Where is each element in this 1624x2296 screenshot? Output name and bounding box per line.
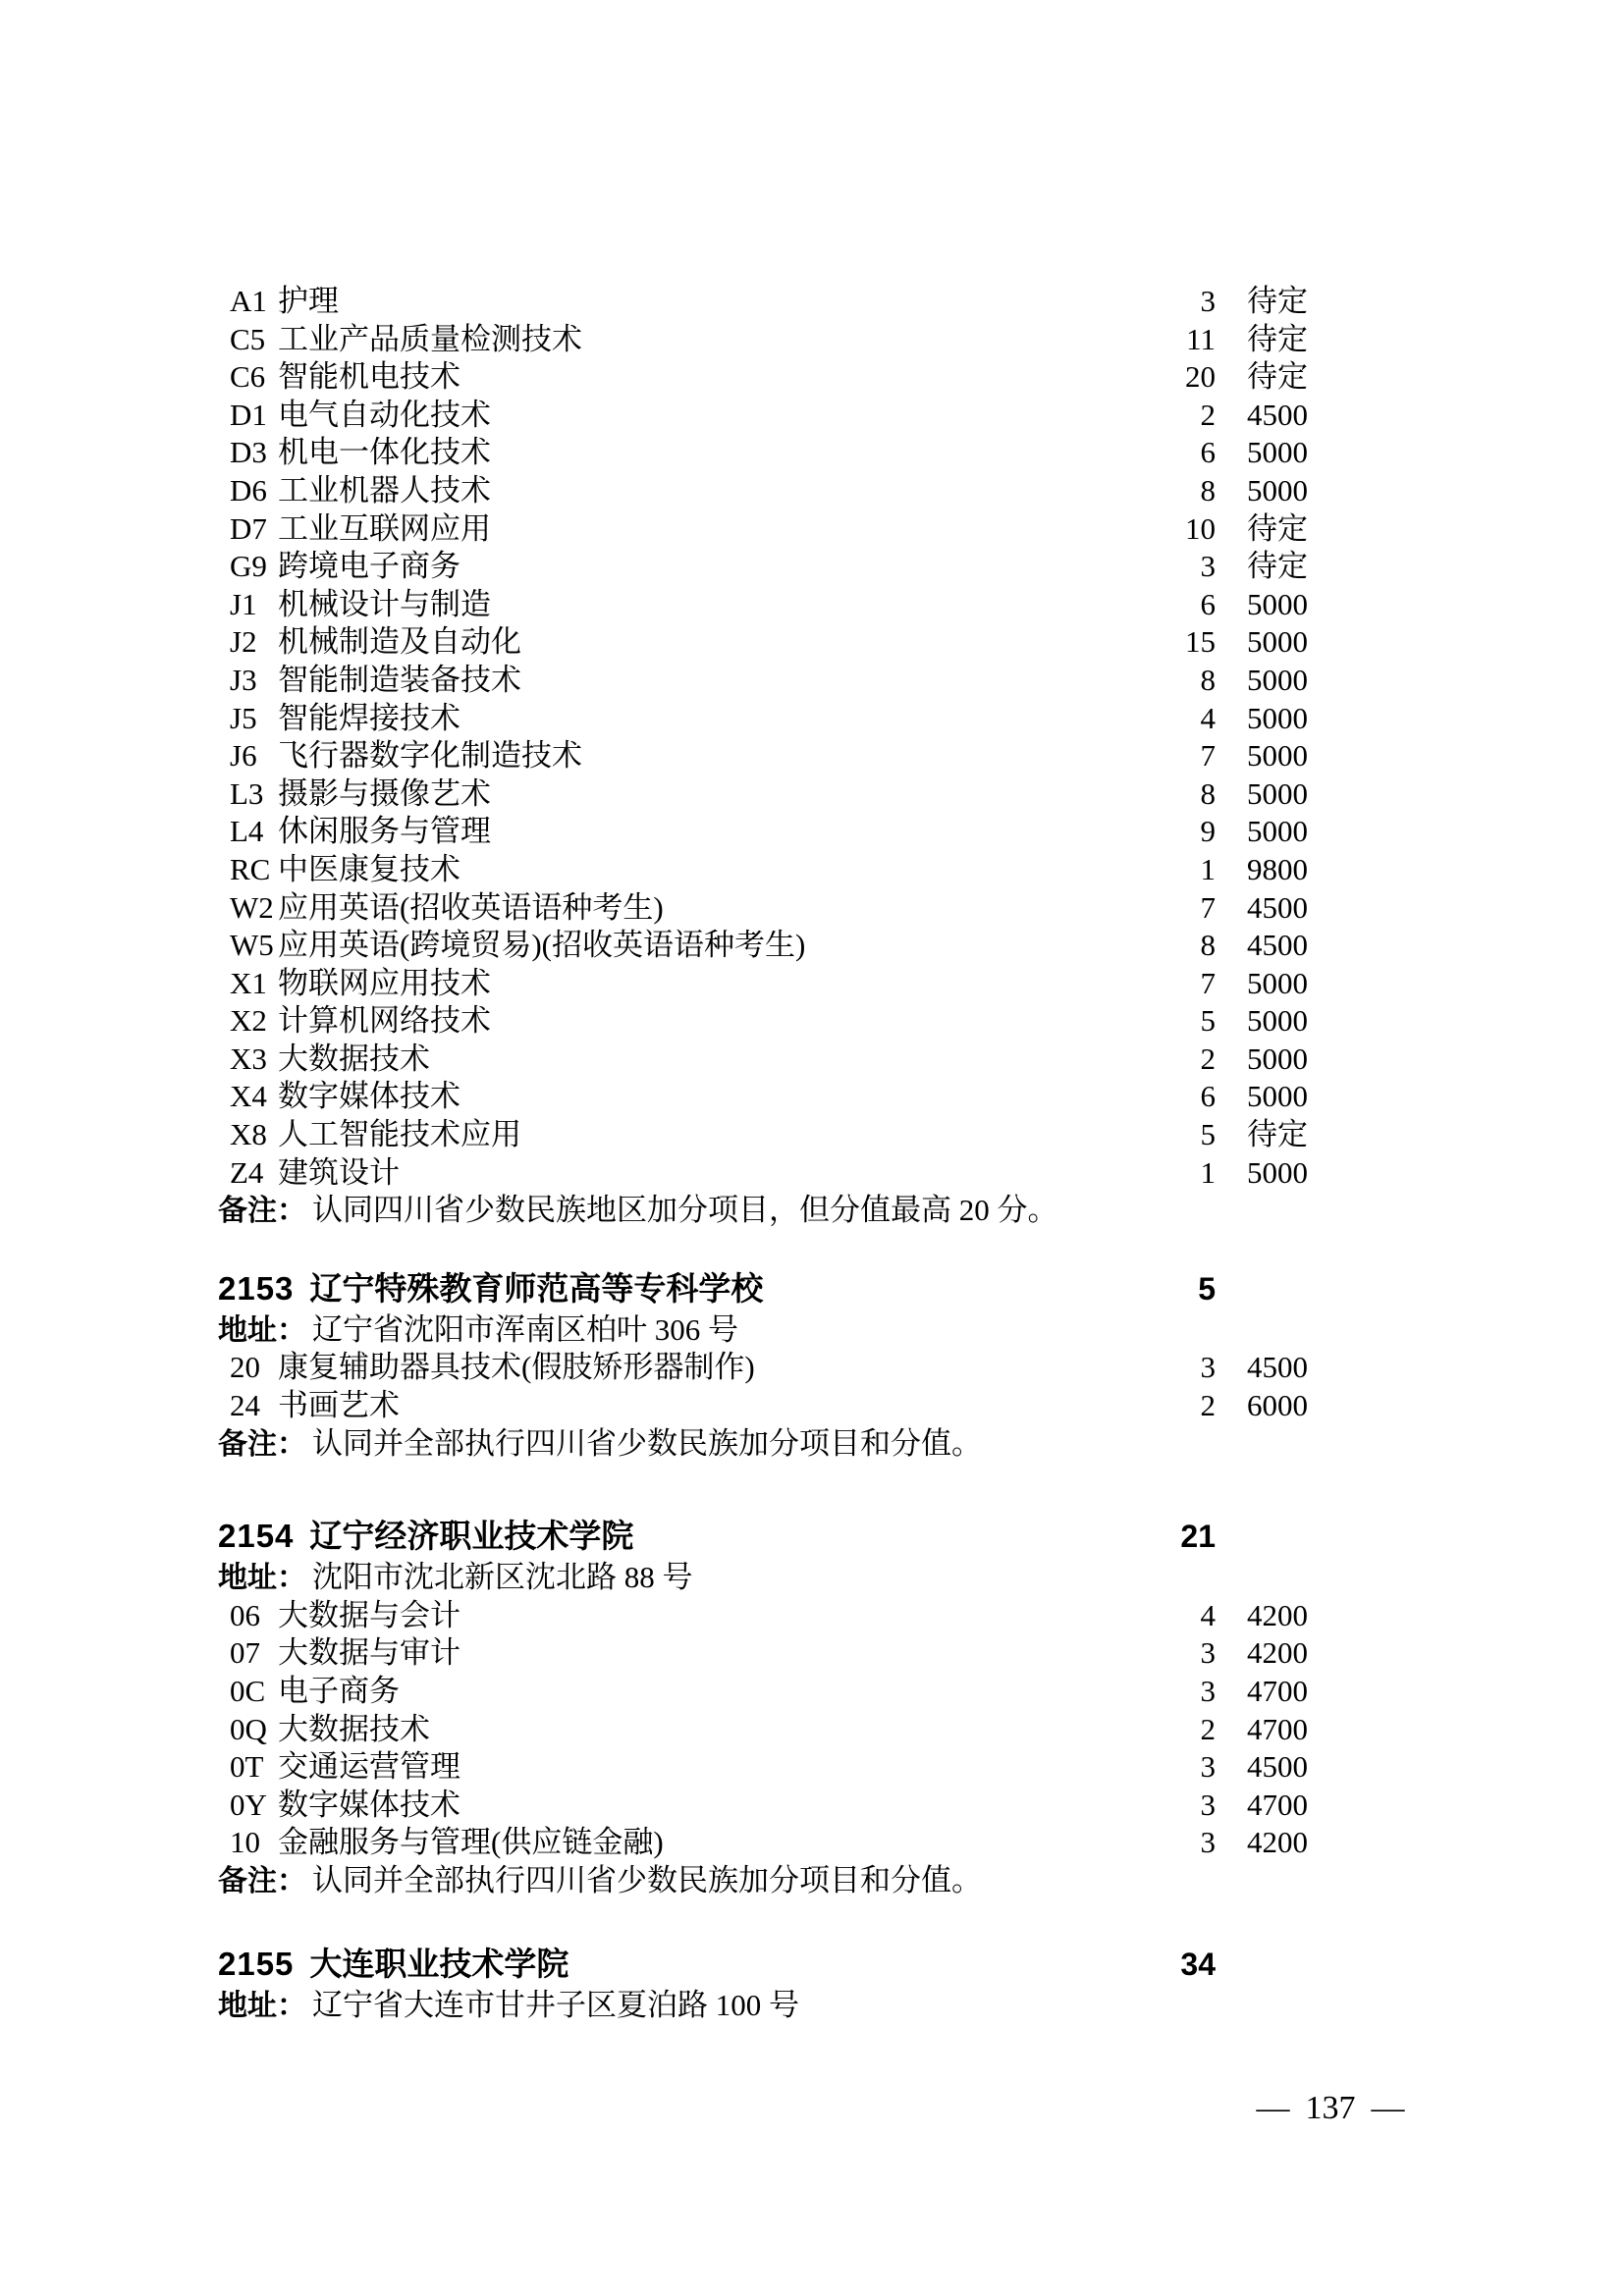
major-quota: 2 bbox=[1200, 1041, 1216, 1076]
school-code: 2153 bbox=[218, 1269, 295, 1307]
major-name: 康复辅助器具技术(假肢矫形器制作) bbox=[278, 1350, 755, 1385]
major-fee: 9800 bbox=[1247, 851, 1308, 886]
major-quota: 10 bbox=[1185, 510, 1216, 546]
major-code: 20 bbox=[230, 1350, 260, 1385]
major-row bbox=[0, 1711, 1624, 1749]
major-fee: 5000 bbox=[1247, 586, 1308, 621]
major-quota: 6 bbox=[1200, 586, 1216, 621]
school-total-quota: 34 bbox=[1180, 1946, 1216, 1982]
major-row bbox=[0, 1634, 1624, 1673]
major-row bbox=[0, 1748, 1624, 1787]
major-name: 电气自动化技术 bbox=[278, 397, 491, 432]
note-label: 备注： bbox=[218, 1195, 306, 1228]
major-row bbox=[0, 434, 1624, 472]
note-text: 认同四川省少数民族地区加分项目，但分值最高 20 分。 bbox=[312, 1193, 1058, 1228]
major-fee: 6000 bbox=[1247, 1388, 1308, 1423]
major-fee: 4500 bbox=[1247, 1749, 1308, 1785]
major-fee: 待定 bbox=[1247, 549, 1308, 584]
major-row bbox=[0, 662, 1624, 700]
major-quota: 6 bbox=[1200, 1079, 1216, 1114]
major-quota: 2 bbox=[1200, 1388, 1216, 1423]
major-fee: 待定 bbox=[1247, 321, 1308, 356]
major-code: L4 bbox=[230, 814, 264, 849]
major-quota: 8 bbox=[1200, 775, 1216, 811]
major-row bbox=[0, 1041, 1624, 1079]
major-name: 智能焊接技术 bbox=[278, 700, 460, 735]
major-name: 工业产品质量检测技术 bbox=[278, 321, 582, 356]
major-quota: 3 bbox=[1200, 549, 1216, 584]
major-row bbox=[0, 775, 1624, 814]
major-rows bbox=[0, 1597, 1624, 1862]
school-address-row bbox=[0, 1311, 1624, 1350]
major-code: J1 bbox=[230, 586, 257, 621]
major-code: 0C bbox=[230, 1674, 266, 1708]
major-row bbox=[0, 358, 1624, 397]
major-quota: 20 bbox=[1185, 359, 1216, 395]
major-row bbox=[0, 1078, 1624, 1116]
major-code: L3 bbox=[230, 775, 264, 811]
major-code: A1 bbox=[230, 284, 267, 318]
major-quota: 8 bbox=[1200, 662, 1216, 697]
major-fee: 5000 bbox=[1247, 814, 1308, 849]
major-fee: 4500 bbox=[1247, 397, 1308, 432]
major-code: W2 bbox=[230, 889, 274, 925]
major-rows bbox=[0, 1349, 1624, 1424]
major-quota: 3 bbox=[1200, 1749, 1216, 1785]
major-name: 数字媒体技术 bbox=[278, 1079, 460, 1114]
address-label: 地址： bbox=[218, 1989, 306, 2022]
major-row bbox=[0, 623, 1624, 662]
major-code: RC bbox=[230, 851, 271, 886]
major-row bbox=[0, 321, 1624, 359]
major-name: 休闲服务与管理 bbox=[278, 814, 491, 849]
school-total-quota: 21 bbox=[1180, 1519, 1216, 1555]
major-fee: 待定 bbox=[1247, 1117, 1308, 1152]
major-name: 中医康复技术 bbox=[278, 851, 460, 886]
major-code: X4 bbox=[230, 1079, 267, 1114]
major-name: 工业互联网应用 bbox=[278, 510, 491, 546]
major-code: 24 bbox=[230, 1388, 260, 1423]
major-row bbox=[0, 1824, 1624, 1862]
major-quota: 3 bbox=[1200, 1787, 1216, 1822]
major-name: 跨境电子商务 bbox=[278, 549, 460, 584]
major-name: 电子商务 bbox=[278, 1674, 400, 1708]
major-quota: 1 bbox=[1200, 851, 1216, 886]
major-name: 人工智能技术应用 bbox=[278, 1117, 521, 1152]
note-label: 备注： bbox=[218, 1864, 306, 1897]
major-row bbox=[0, 548, 1624, 586]
major-quota: 3 bbox=[1200, 1825, 1216, 1860]
major-quota: 6 bbox=[1200, 435, 1216, 470]
major-fee: 5000 bbox=[1247, 472, 1308, 507]
major-fee: 5000 bbox=[1247, 700, 1308, 735]
major-name: 护理 bbox=[278, 284, 339, 318]
major-code: J2 bbox=[230, 624, 257, 660]
major-quota: 11 bbox=[1186, 321, 1216, 356]
major-quota: 8 bbox=[1200, 472, 1216, 507]
address-label: 地址： bbox=[218, 1562, 306, 1595]
major-quota: 7 bbox=[1200, 889, 1216, 925]
major-quota: 5 bbox=[1200, 1003, 1216, 1039]
major-fee: 4700 bbox=[1247, 1674, 1308, 1708]
major-quota: 7 bbox=[1200, 738, 1216, 774]
major-code: X1 bbox=[230, 965, 267, 1000]
major-row bbox=[0, 1349, 1624, 1387]
major-code: 06 bbox=[230, 1597, 260, 1632]
major-code: C5 bbox=[230, 321, 266, 356]
major-code: J3 bbox=[230, 662, 257, 697]
major-row bbox=[0, 813, 1624, 851]
major-fee: 待定 bbox=[1247, 284, 1308, 318]
major-name: 书画艺术 bbox=[278, 1388, 400, 1423]
major-name: 机电一体化技术 bbox=[278, 435, 491, 470]
address-value: 辽宁省大连市甘井子区夏泊路 100 号 bbox=[312, 1987, 799, 2022]
major-row bbox=[0, 586, 1624, 624]
major-rows bbox=[0, 283, 1624, 1192]
major-name: 大数据技术 bbox=[278, 1041, 430, 1076]
major-quota: 3 bbox=[1200, 1674, 1216, 1708]
school-total-quota: 5 bbox=[1198, 1270, 1216, 1307]
major-fee: 5000 bbox=[1247, 435, 1308, 470]
note-text: 认同并全部执行四川省少数民族加分项目和分值。 bbox=[312, 1425, 982, 1461]
page-footer bbox=[1232, 2089, 1429, 2128]
major-row bbox=[0, 1597, 1624, 1635]
note-row bbox=[0, 1425, 1624, 1464]
address-label: 地址： bbox=[218, 1313, 306, 1347]
major-name: 数字媒体技术 bbox=[278, 1787, 460, 1822]
major-fee: 4200 bbox=[1247, 1635, 1308, 1671]
major-quota: 1 bbox=[1200, 1154, 1216, 1190]
major-row bbox=[0, 397, 1624, 435]
note-row bbox=[0, 1192, 1624, 1230]
major-name: 交通运营管理 bbox=[278, 1749, 460, 1785]
major-name: 智能制造装备技术 bbox=[278, 662, 521, 697]
school-name: 辽宁经济职业技术学院 bbox=[309, 1518, 634, 1555]
address-value: 沈阳市沈北新区沈北路 88 号 bbox=[312, 1560, 693, 1595]
major-name: 应用英语(跨境贸易)(招收英语语种考生) bbox=[278, 928, 806, 963]
major-code: 0Y bbox=[230, 1787, 267, 1822]
major-fee: 待定 bbox=[1247, 510, 1308, 546]
major-row bbox=[0, 1116, 1624, 1154]
major-quota: 9 bbox=[1200, 814, 1216, 849]
major-row bbox=[0, 1673, 1624, 1711]
major-name: 机械设计与制造 bbox=[278, 586, 491, 621]
major-fee: 4700 bbox=[1247, 1787, 1308, 1822]
major-name: 大数据技术 bbox=[278, 1711, 430, 1746]
major-fee: 待定 bbox=[1247, 359, 1308, 395]
major-code: J6 bbox=[230, 738, 257, 774]
major-code: D7 bbox=[230, 510, 267, 546]
major-row bbox=[0, 965, 1624, 1003]
major-code: X3 bbox=[230, 1041, 267, 1076]
school-name: 大连职业技术学院 bbox=[309, 1945, 569, 1982]
major-name: 大数据与会计 bbox=[278, 1597, 460, 1632]
major-code: C6 bbox=[230, 359, 266, 395]
major-fee: 5000 bbox=[1247, 775, 1308, 811]
major-name: 工业机器人技术 bbox=[278, 472, 491, 507]
school-heading bbox=[0, 1514, 1624, 1559]
major-fee: 5000 bbox=[1247, 624, 1308, 660]
major-quota: 15 bbox=[1185, 624, 1216, 660]
major-name: 摄影与摄像艺术 bbox=[278, 775, 491, 811]
major-name: 飞行器数字化制造技术 bbox=[278, 738, 582, 774]
school-code: 2155 bbox=[218, 1945, 295, 1982]
major-name: 机械制造及自动化 bbox=[278, 624, 521, 660]
major-fee: 5000 bbox=[1247, 738, 1308, 774]
major-row bbox=[0, 1387, 1624, 1425]
major-fee: 4200 bbox=[1247, 1825, 1308, 1860]
major-code: W5 bbox=[230, 928, 274, 963]
major-name: 建筑设计 bbox=[278, 1154, 400, 1190]
major-name: 大数据与审计 bbox=[278, 1635, 460, 1671]
major-quota: 7 bbox=[1200, 965, 1216, 1000]
major-fee: 5000 bbox=[1247, 965, 1308, 1000]
major-row bbox=[0, 1002, 1624, 1041]
major-name: 物联网应用技术 bbox=[278, 965, 491, 1000]
major-row bbox=[0, 851, 1624, 889]
address-value: 辽宁省沈阳市浑南区柏叶 306 号 bbox=[312, 1311, 738, 1347]
major-row bbox=[0, 1787, 1624, 1825]
major-name: 计算机网络技术 bbox=[278, 1003, 491, 1039]
major-row bbox=[0, 472, 1624, 510]
major-code: D6 bbox=[230, 472, 267, 507]
major-fee: 4500 bbox=[1247, 1350, 1308, 1385]
major-code: D1 bbox=[230, 397, 267, 432]
note-label: 备注： bbox=[218, 1427, 306, 1461]
school-code: 2154 bbox=[218, 1518, 295, 1555]
school-address-row bbox=[0, 1559, 1624, 1597]
major-quota: 4 bbox=[1200, 700, 1216, 735]
major-name: 智能机电技术 bbox=[278, 359, 460, 395]
school-address-row bbox=[0, 1987, 1624, 2025]
school-section bbox=[0, 283, 1624, 1230]
major-fee: 4500 bbox=[1247, 889, 1308, 925]
major-quota: 2 bbox=[1200, 1711, 1216, 1746]
major-code: 07 bbox=[230, 1635, 260, 1671]
major-code: 10 bbox=[230, 1825, 260, 1860]
major-quota: 3 bbox=[1200, 1350, 1216, 1385]
major-code: X2 bbox=[230, 1003, 267, 1039]
major-quota: 3 bbox=[1200, 1635, 1216, 1671]
school-heading bbox=[0, 1266, 1624, 1311]
major-row bbox=[0, 510, 1624, 549]
major-fee: 5000 bbox=[1247, 662, 1308, 697]
school-heading bbox=[0, 1942, 1624, 1987]
major-fee: 5000 bbox=[1247, 1003, 1308, 1039]
note-row bbox=[0, 1862, 1624, 1900]
page-number: 137 bbox=[1305, 2090, 1356, 2126]
major-code: Z4 bbox=[230, 1154, 264, 1190]
school-section bbox=[0, 1266, 1624, 1463]
note-text: 认同并全部执行四川省少数民族加分项目和分值。 bbox=[312, 1862, 982, 1897]
major-name: 应用英语(招收英语语种考生) bbox=[278, 889, 664, 925]
major-name: 金融服务与管理(供应链金融) bbox=[278, 1825, 664, 1860]
school-section bbox=[0, 1942, 1624, 2025]
major-row bbox=[0, 737, 1624, 775]
major-quota: 8 bbox=[1200, 928, 1216, 963]
major-quota: 5 bbox=[1200, 1117, 1216, 1152]
major-quota: 3 bbox=[1200, 284, 1216, 318]
major-row bbox=[0, 700, 1624, 738]
major-fee: 4500 bbox=[1247, 928, 1308, 963]
footer-dash-left: — bbox=[1256, 2090, 1290, 2126]
major-fee: 4200 bbox=[1247, 1597, 1308, 1632]
major-quota: 2 bbox=[1200, 397, 1216, 432]
major-quota: 4 bbox=[1200, 1597, 1216, 1632]
school-name: 辽宁特殊教育师范高等专科学校 bbox=[309, 1269, 764, 1307]
school-section bbox=[0, 1514, 1624, 1899]
major-row bbox=[0, 927, 1624, 965]
major-code: G9 bbox=[230, 549, 267, 584]
footer-dash-right: — bbox=[1371, 2090, 1405, 2126]
major-fee: 4700 bbox=[1247, 1711, 1308, 1746]
major-code: X8 bbox=[230, 1117, 267, 1152]
major-code: 0T bbox=[230, 1749, 264, 1785]
major-row bbox=[0, 1154, 1624, 1193]
major-fee: 5000 bbox=[1247, 1041, 1308, 1076]
major-code: D3 bbox=[230, 435, 267, 470]
major-fee: 5000 bbox=[1247, 1079, 1308, 1114]
major-row bbox=[0, 283, 1624, 321]
major-row bbox=[0, 889, 1624, 928]
major-fee: 5000 bbox=[1247, 1154, 1308, 1190]
major-code: J5 bbox=[230, 700, 257, 735]
major-code: 0Q bbox=[230, 1711, 267, 1746]
